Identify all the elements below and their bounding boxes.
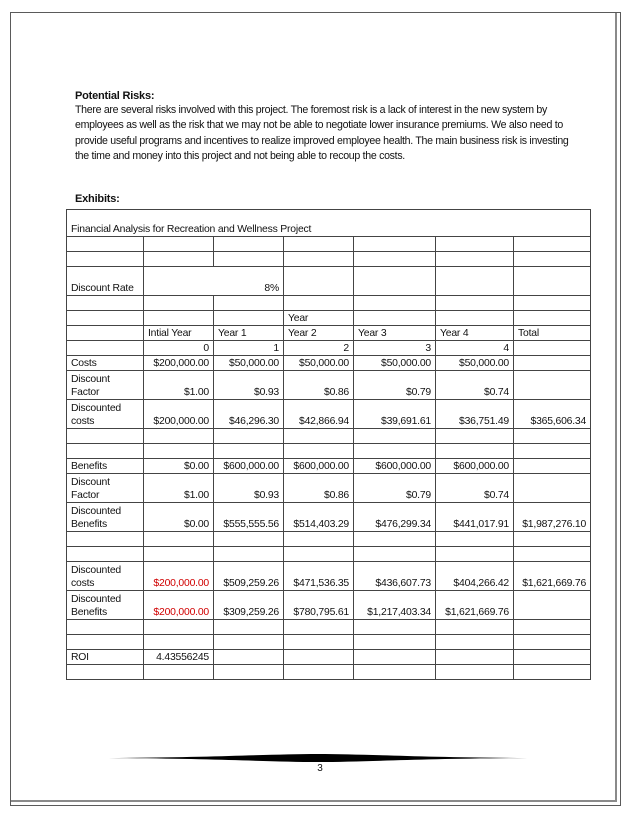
year-number: 3 <box>354 341 436 356</box>
header-year-4: Year 4 <box>436 326 514 341</box>
table-cell: $509,259.26 <box>214 562 284 591</box>
table-row <box>67 296 591 311</box>
header-year-1: Year 1 <box>214 326 284 341</box>
table-cell <box>514 459 591 474</box>
table-cell: $0.79 <box>354 474 436 503</box>
cumulative-costs-label: Discounted costs <box>67 562 144 591</box>
potential-risks-paragraph: There are several risks involved with this project. The foremost risk is a lack of interest in the new system by employees as well as the risk that we may not be able to negotiate lower insurance premiums. We also need to provide useful programs and incentives to realize improved employee health. The main business risk is investing the time and money into this project and not being able to recoup the costs. <box>75 104 569 163</box>
cumulative-discounted-costs-row <box>67 562 591 591</box>
table-cell: $1.00 <box>144 371 214 400</box>
discounted-benefits-row <box>67 503 591 532</box>
header-year-2: Year 2 <box>284 326 354 341</box>
table-cell: $0.79 <box>354 371 436 400</box>
table-cell: $0.93 <box>214 371 284 400</box>
table-cell: $50,000.00 <box>284 356 354 371</box>
table-cell: $1,621,669.76 <box>436 591 514 620</box>
table-cell: $436,607.73 <box>354 562 436 591</box>
year-group-label: Year <box>284 311 354 326</box>
discount-rate-row <box>67 267 591 296</box>
table-cell: $39,691.61 <box>354 400 436 429</box>
page-number: 3 <box>317 763 323 774</box>
table-cell: $1,621,669.76 <box>514 562 591 591</box>
footer-rule <box>88 753 548 763</box>
table-cell: $200,000.00 <box>144 356 214 371</box>
exhibits-heading: Exhibits: <box>75 193 120 205</box>
discount-factor-label: Discount Factor <box>67 371 144 400</box>
table-cell: $46,296.30 <box>214 400 284 429</box>
table-cell: $600,000.00 <box>436 459 514 474</box>
table-title-row <box>67 210 591 237</box>
table-cell: $365,606.34 <box>514 400 591 429</box>
table-cell: $0.74 <box>436 371 514 400</box>
table-cell: $309,259.26 <box>214 591 284 620</box>
table-cell: $514,403.29 <box>284 503 354 532</box>
table-cell: $0.86 <box>284 474 354 503</box>
costs-row <box>67 356 591 371</box>
table-cell: $50,000.00 <box>214 356 284 371</box>
table-row <box>67 665 591 680</box>
discounted-benefits-label: Discounted Benefits <box>67 503 144 532</box>
year-number: 2 <box>284 341 354 356</box>
table-row <box>67 444 591 459</box>
year-header-row <box>67 326 591 341</box>
table-cell: $50,000.00 <box>436 356 514 371</box>
roi-value: 4.43556245 <box>144 650 214 665</box>
table-cell <box>514 474 591 503</box>
table-cell: $0.93 <box>214 474 284 503</box>
table-cell: $780,795.61 <box>284 591 354 620</box>
table-cell <box>514 591 591 620</box>
table-cell: $0.86 <box>284 371 354 400</box>
year-number: 1 <box>214 341 284 356</box>
discount-rate-label: Discount Rate <box>67 267 144 296</box>
table-row <box>67 620 591 635</box>
roi-label: ROI <box>67 650 144 665</box>
table-cell: $1,987,276.10 <box>514 503 591 532</box>
table-cell: $476,299.34 <box>354 503 436 532</box>
year-number: 4 <box>436 341 514 356</box>
table-cell: $200,000.00 <box>144 562 214 591</box>
discount-rate-value: 8% <box>144 267 284 296</box>
table-title: Financial Analysis for Recreation and Wellness Project <box>67 210 591 237</box>
year-number-row <box>67 341 591 356</box>
table-cell <box>514 371 591 400</box>
table-row <box>67 532 591 547</box>
roi-row <box>67 650 591 665</box>
financial-analysis-table <box>66 209 591 680</box>
header-total: Total <box>514 326 591 341</box>
benefits-discount-factor-row <box>67 474 591 503</box>
discounted-costs-row <box>67 400 591 429</box>
table-cell: $404,266.42 <box>436 562 514 591</box>
table-cell: $1,217,403.34 <box>354 591 436 620</box>
discounted-costs-label: Discounted costs <box>67 400 144 429</box>
table-row <box>67 547 591 562</box>
table-cell: $600,000.00 <box>354 459 436 474</box>
year-number: 0 <box>144 341 214 356</box>
table-row <box>67 252 591 267</box>
table-cell: $441,017.91 <box>436 503 514 532</box>
table-row <box>67 635 591 650</box>
table-cell: $0.00 <box>144 459 214 474</box>
table-cell: $42,866.94 <box>284 400 354 429</box>
header-initial-year: Intial Year <box>144 326 214 341</box>
table-cell: $600,000.00 <box>214 459 284 474</box>
discount-factor-label: Discount Factor <box>67 474 144 503</box>
table-cell: $36,751.49 <box>436 400 514 429</box>
table-row <box>67 237 591 252</box>
benefits-row <box>67 459 591 474</box>
header-year-3: Year 3 <box>354 326 436 341</box>
table-cell: $50,000.00 <box>354 356 436 371</box>
cumulative-discounted-benefits-row <box>67 591 591 620</box>
cumulative-benefits-label: Discounted Benefits <box>67 591 144 620</box>
benefits-label: Benefits <box>67 459 144 474</box>
table-cell: $471,536.35 <box>284 562 354 591</box>
table-cell: $1.00 <box>144 474 214 503</box>
table-cell: $0.00 <box>144 503 214 532</box>
potential-risks-heading: Potential Risks: <box>75 90 155 102</box>
costs-discount-factor-row <box>67 371 591 400</box>
table-cell: $200,000.00 <box>144 591 214 620</box>
table-cell: $555,555.56 <box>214 503 284 532</box>
table-cell: $600,000.00 <box>284 459 354 474</box>
table-cell: $200,000.00 <box>144 400 214 429</box>
table-cell <box>514 356 591 371</box>
costs-label: Costs <box>67 356 144 371</box>
table-row <box>67 429 591 444</box>
year-group-row <box>67 311 591 326</box>
table-cell: $0.74 <box>436 474 514 503</box>
